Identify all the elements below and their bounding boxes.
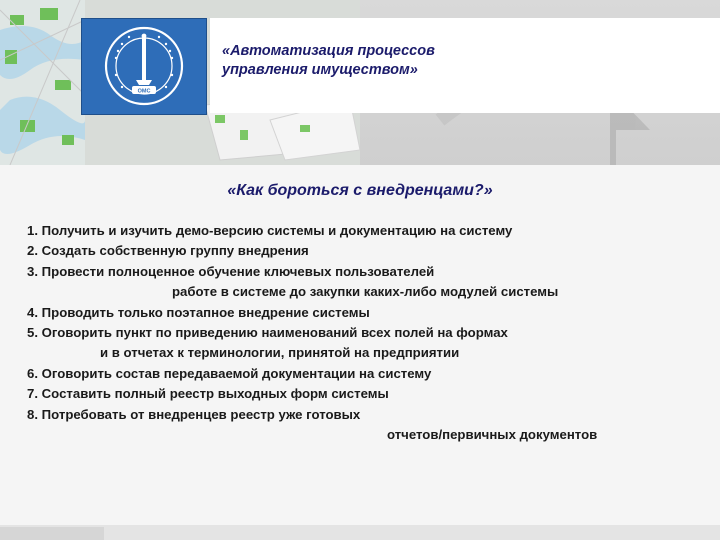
list-item: [27, 384, 707, 404]
logo: [81, 18, 207, 115]
header-title-line1: «Автоматизация процессов: [222, 43, 435, 59]
step-continuation: отчетов/первичных документов: [387, 427, 598, 443]
list-item: [27, 364, 707, 384]
list-item: [27, 303, 707, 323]
content-area: [0, 165, 720, 525]
step-text: 1. Получить и изучить демо-версию системы и документацию на систему: [27, 223, 513, 238]
footer-strip: [0, 525, 720, 540]
step-continuation: работе в системе до закупки каких-либо модулей системы: [172, 284, 559, 300]
step-text: 7. Составить полный реестр выходных форм системы: [27, 386, 389, 402]
svg-text:ОМС: ОМС: [137, 88, 151, 95]
list-item: [27, 323, 707, 364]
list-item: [27, 405, 707, 446]
step-text: 3. Провести полноценное обучение ключевых пользователей: [27, 263, 435, 279]
step-text: 4. Проводить только поэтапное внедрение системы: [27, 304, 370, 320]
header-title-plate: [210, 18, 720, 113]
list-item: [27, 221, 707, 241]
step-text: 6. Оговорить состав передаваемой документации на систему: [27, 365, 432, 381]
footer-notch: [0, 527, 104, 540]
step-continuation: и в отчетах к терминологии, принятой на предприятии: [100, 345, 460, 361]
step-text: 8. Потребовать от внедренцев реестр уже готовых: [27, 406, 361, 422]
list-item: [27, 262, 707, 303]
omg-spb-emblem-icon: [102, 23, 186, 109]
steps-list: [27, 221, 707, 445]
header-title-line2: управления имуществом»: [222, 62, 418, 78]
list-item: [27, 241, 707, 261]
step-text: 2. Создать собственную группу внедрения: [27, 243, 309, 259]
step-text: 5. Оговорить пункт по приведению наименований всех полей на формах: [27, 325, 508, 341]
header-title: [222, 42, 522, 80]
slide-title: «Как бороться с внедренцами?»: [227, 182, 493, 199]
